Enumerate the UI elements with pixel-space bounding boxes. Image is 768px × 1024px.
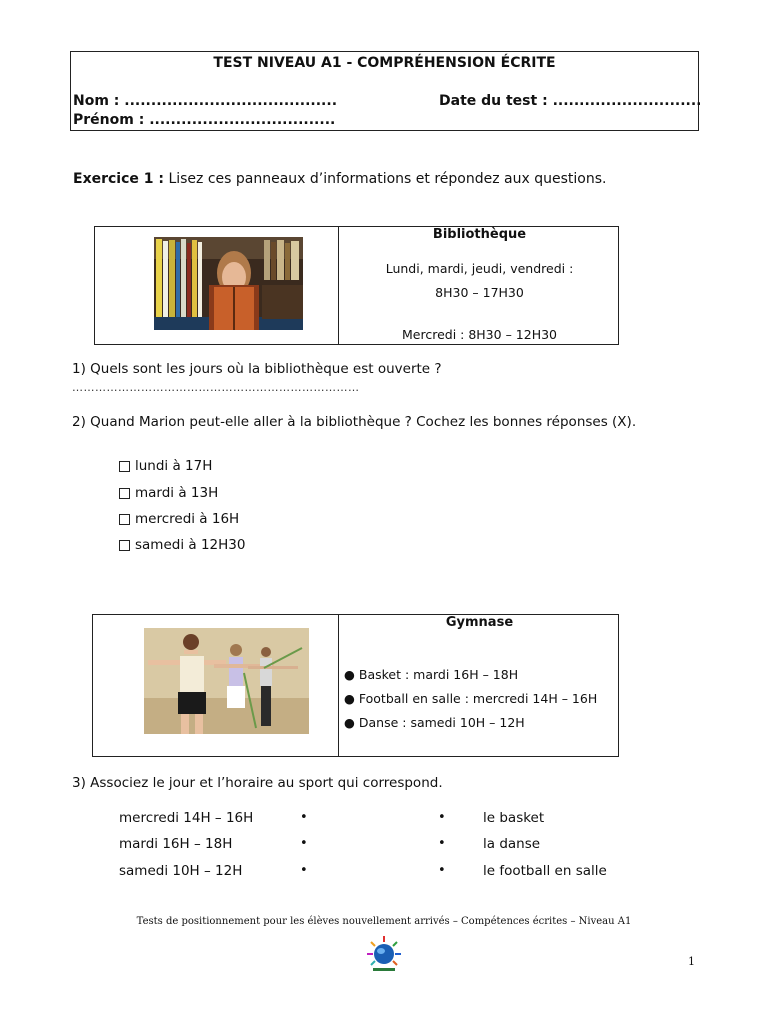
match-left-2: mardi 16H – 18H: [119, 836, 233, 852]
exercise-title: [73, 171, 606, 187]
library-days: Lundi, mardi, jeudi, vendredi :: [385, 261, 574, 276]
checkbox-icon[interactable]: [119, 514, 130, 525]
option-samedi[interactable]: [119, 537, 245, 553]
option-label: mercredi à 16H: [135, 511, 240, 527]
question-1: 1) Quels sont les jours où la bibliothèque est ouverte ?: [72, 361, 442, 377]
gym-exercise-image: [144, 628, 309, 734]
page-number: 1: [688, 955, 695, 968]
casnav-logo-icon: [365, 934, 403, 974]
option-mercredi[interactable]: [119, 511, 239, 527]
match-right-1: le basket: [483, 810, 545, 826]
prenom-label: Prénom :: [73, 112, 145, 128]
match-dot-left-1[interactable]: •: [300, 810, 308, 825]
prenom-line: [73, 112, 335, 128]
checkbox-icon[interactable]: [119, 488, 130, 499]
library-reader-image: [154, 237, 303, 330]
option-label: mardi à 13H: [135, 485, 219, 501]
option-mardi[interactable]: [119, 485, 218, 501]
footer-text: Tests de positionnement pour les élèves nouvellement arrivés – Compétences écrites – Niveau A1: [136, 916, 632, 927]
gym-title: Gymnase: [445, 615, 514, 630]
gym-panel: [92, 614, 619, 757]
gym-item-basket: ● Basket : mardi 16H – 18H: [344, 667, 519, 682]
gym-item-football: ● Football en salle : mercredi 14H – 16H: [344, 691, 598, 706]
match-dot-right-2[interactable]: •: [438, 836, 446, 851]
checkbox-icon[interactable]: [119, 540, 130, 551]
question-1-answer-line[interactable]: …………………………………………………………………: [72, 381, 360, 394]
nom-line: [73, 93, 337, 109]
match-right-3: le football en salle: [483, 863, 607, 879]
option-label: samedi à 12H30: [135, 537, 246, 553]
library-panel: [94, 226, 619, 345]
exercise-label: Exercice 1 :: [73, 171, 164, 187]
match-right-2: la danse: [483, 836, 541, 852]
gym-item-danse: ● Danse : samedi 10H – 12H: [344, 715, 525, 730]
question-2: 2) Quand Marion peut-elle aller à la bibliothèque ? Cochez les bonnes réponses (X).: [72, 414, 637, 430]
library-wednesday: Mercredi : 8H30 – 12H30: [402, 327, 557, 342]
option-lundi[interactable]: [119, 458, 212, 474]
date-line: [439, 93, 701, 109]
match-dot-right-3[interactable]: •: [438, 863, 446, 878]
nom-label: Nom :: [73, 93, 120, 109]
test-title: TEST NIVEAU A1 - COMPRÉHENSION ÉCRITE: [213, 55, 556, 71]
match-left-3: samedi 10H – 12H: [119, 863, 243, 879]
match-dot-left-3[interactable]: •: [300, 863, 308, 878]
date-field[interactable]: ............................: [552, 93, 702, 109]
prenom-field[interactable]: ...................................: [149, 112, 336, 128]
checkbox-icon[interactable]: [119, 461, 130, 472]
date-label: Date du test :: [439, 93, 548, 109]
exercise-instruction: Lisez ces panneaux d’informations et répondez aux questions.: [168, 171, 607, 187]
match-left-1: mercredi 14H – 16H: [119, 810, 254, 826]
question-3: 3) Associez le jour et l’horaire au sport qui correspond.: [72, 775, 443, 791]
match-dot-right-1[interactable]: •: [438, 810, 446, 825]
library-hours: 8H30 – 17H30: [435, 285, 524, 300]
nom-field[interactable]: ........................................: [124, 93, 338, 109]
library-title: Bibliothèque: [432, 227, 527, 242]
header-box: [70, 51, 702, 131]
option-label: lundi à 17H: [135, 458, 213, 474]
match-dot-left-2[interactable]: •: [300, 836, 308, 851]
